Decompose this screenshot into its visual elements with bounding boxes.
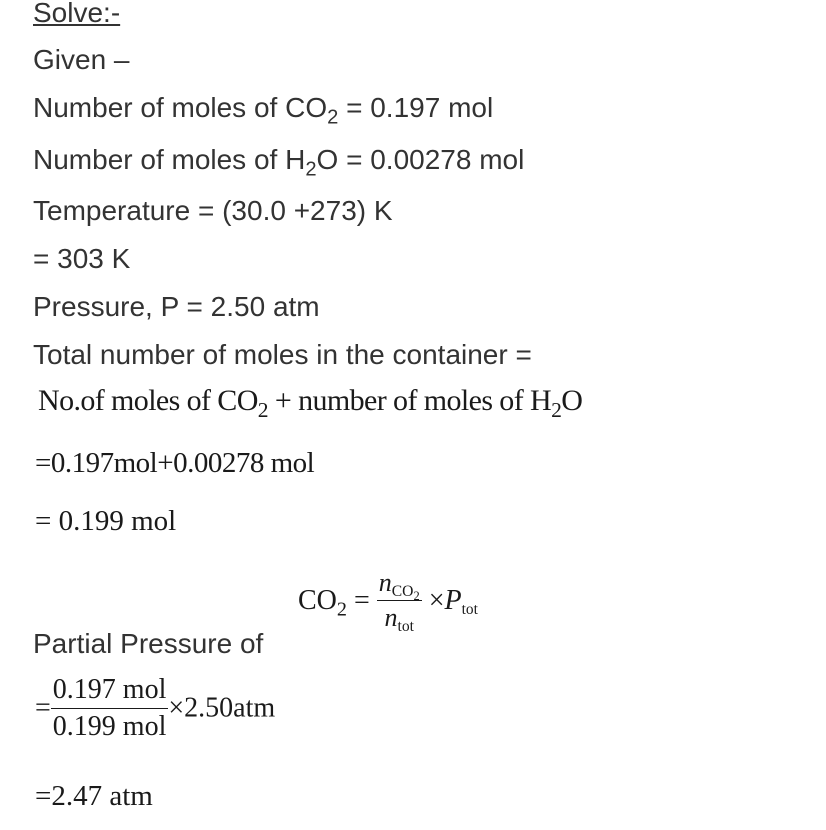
final-answer: =2.47 atm: [35, 780, 153, 812]
temperature-line: Temperature = (30.0 +273) K: [33, 195, 393, 226]
moles-h2o-line: [33, 143, 525, 181]
n-ratio-fraction: $\frac{n_{CO_2}}{n_{tot}}$: [378, 568, 420, 635]
calculation-line: = $\frac{\text{0.197 mol}}{\text{0.199 mol}}$ ×2.50atm: [35, 674, 276, 742]
total-moles-formula: No.of moles of $CO_2$ + number of moles of $H_2O$: [38, 384, 583, 422]
pressure-line: Pressure, P = 2.50 atm: [33, 291, 320, 322]
sum-line: =0.197mol+0.00278 mol: [35, 447, 315, 479]
heading: Solve:-: [33, 0, 121, 28]
partial-pressure-label: Partial Pressure of: [33, 628, 264, 659]
mole-fraction: $\frac{\text{0.197 mol}}{\text{0.199 mol}}$: [52, 674, 167, 742]
moles-co2-line: [33, 91, 494, 129]
moles-h2o-prefix: Number of moles of H: [33, 144, 306, 175]
moles-co2-suffix: = 0.197 mol: [338, 92, 494, 123]
partial-pressure-formula: $CO_2$ = $\frac{n_{CO_2}}{n_{tot}}$ $\times P_{tot}$: [298, 568, 478, 635]
moles-h2o-subscript: 2: [305, 158, 317, 181]
moles-h2o-suffix: O = 0.00278 mol: [316, 144, 525, 175]
given-label: Given –: [33, 44, 130, 75]
temperature-result: = 303 K: [33, 243, 131, 274]
sum-result: = 0.199 mol: [35, 505, 177, 537]
total-moles-intro: Total number of moles in the container =: [33, 339, 532, 370]
moles-co2-subscript: 2: [327, 106, 339, 129]
moles-co2-prefix: Number of moles of CO: [33, 92, 328, 123]
